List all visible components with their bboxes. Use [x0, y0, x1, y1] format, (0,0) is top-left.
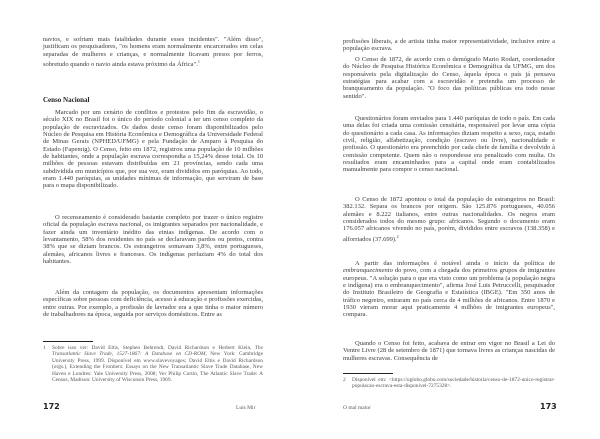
footnote-title: The Transatlantic Slave Trade, 1527-1867: A Database on CD-ROM: [52, 345, 263, 358]
running-head: Luis Mir: [236, 405, 256, 411]
paragraph: Marcado por um cenário de conflitos e protestos pelo fim da escravidão, o século XIX no Brasil foi o único do período colonial a ter um censo completo da população de escravizados. Os dados deste censo foram disponibilizados pelo Núcleo de Pesquisa em História Econômica e Demográfica da Universidade Federal de Minas Gerais (NPHED/UFMG) e pela Fundação de Amparo à Pesquisa do Estado (Fapemig). O Censo, feito em 1872, registrou uma população de 10 milhões de habitantes, onde a população escrava correspondia a 15,24% desse total. Os 10 milhões de pessoas estavam distribuídas em 21 províncias, sendo cada uma subdividida em municípios que, por sua vez, eram divididos em paróquias. Ao todo, eram 1.440 paróquias, as unidades mínimas de informação, que serviram de base para o mapa disponibilizado.: [43, 109, 263, 190]
footnote: [43, 345, 263, 384]
paragraph: O Censo de 1872, de acordo com o demógrafo Mario Rodart, coordenador do Núcleo de Pesquisa Histórica Econômica e Demográfica da UFMG, um dos responsáveis pela digitalização do Censo, àquela época o país já pensava estratégias para acabar com a escravidão e pretendia um processo de branqueamento da população. "O foco das políticas públicas era todo nesse sentido".: [343, 56, 555, 100]
footnote-number: 2: [343, 377, 346, 383]
paragraph: Questionários foram enviados para 1.440 paróquias de todo o país. Em cada uma delas foi criada uma comissão censitária, responsável por levar uma cópia do questionário a cada casa. As informações diziam respeito a sexo, raça, estado civil, religião, alfabetização, condição (escravo ou livre), nacionalidade e profissão. O questionário era preenchido por cada chefe de família e devolvido à comissão competente. Quem não o respondesse era penalizado com multa. Os resultados eram encaminhados para a capital onde eram contabilizados manualmente para compor o censo nacional.: [343, 115, 555, 174]
footnote-text: , New York: Cambridge University Press, 1999. Disponível em www.slavevoyages; David Eltis e David Richardson (orgs.), Extending the Frontiers: Essays on the New Transatlantic Slave Trade Database, New Haven e Londres: Yale University Press, 2008; Ver Philip Curtin, The Atlantic Slave Trade: A Census, Madison: University of Wisconsin Press, 1969.: [52, 351, 263, 384]
footnote-ref: 1: [197, 59, 200, 65]
page-number: 172: [43, 402, 60, 411]
footnote-text: Disponível em: <https://oglobo.globo.com/sociedade/historia/censo-de-1872-unico-registrar-populacao-escrava-esta-disponivel-7275328>.: [352, 377, 555, 390]
paragraph: profissões liberais, a de artista tinha maior representatividade, inclusive entre a população escrava.: [343, 38, 555, 53]
intro-paragraph: [43, 36, 263, 69]
footnote-ref: 2: [396, 233, 399, 239]
paragraph-text: O Censo de 1872 apontou o total da população de estrangeiros no Brasil: 382.132. Separa os brancos por origem. São 125.876 portugueses, 40.056 alemães e 8.222 italianos, entre outras nacionalidades. Os negros eram considerados todos do mesmo grupo: africanos. Segundo o documento eram 176.057 africanos vivendo no país, porém, divididos entre escravos (138.358) e alforriados (37.699).: [343, 196, 555, 243]
section-heading: Censo Nacional: [43, 96, 90, 104]
running-head: O mal maior: [343, 405, 371, 411]
footnote-divider: [343, 373, 393, 374]
footnote-divider: [43, 341, 93, 342]
paragraph-text: do povo, com a chegada dos primeiros grupos de imigrantes europeus. "A solução para o que era visto como um problema (a população negra e indígena) era o embranquecimento", afirma José Luis Petruccelli, pesquisador do Instituto Brasileiro de Geografia e Estatística (IBGE). "Em 350 anos de tráfico negreiro, entraram no país cerca de 4 milhões de africanos. Entre 1870 e 1930 vieram morar aqui praticamente 4 milhões de imigrantes europeus", compara.: [343, 267, 555, 319]
footnote-number: 1: [43, 345, 46, 351]
paragraph: [343, 196, 555, 243]
emphasis: embranquecimento: [343, 267, 393, 275]
paragraph: [343, 260, 555, 319]
paragraph: Quando o Censo foi feito, acabava de entrar em vigor no Brasil a Lei do Ventre Livre (28 de setembro de 1871) que tornava livres as crianças nascidas de mulheres escravas. Consequência de: [343, 340, 555, 362]
paragraph: O recenseamento é considerado bastante completo por trazer o único registro oficial da população escrava nacional, os imigrantes separados por nacionalidade, e fazer ainda um inventário inédito das etnias indígenas. De acordo com o levantamento, 58% dos residentes no país se declaravam pardos ou pretos, contra 38% que se diziam brancos. Os estrangeiros somavam 3,8%, entre portugueses, alemães, africanos livres e franceses. Os indígenas perfaziam 4% do total dos habitantes.: [43, 214, 263, 266]
intro-text: navios, e sofriam mais fatalidades durante esses incidentes". "Além disso", justificam os pesquisadores, "os homens eram normalmente encarcerados em celas separadas de mulheres e crianças, e normalmente ficavam presos por ferros, sobretudo quando o navio ainda estava próximo da África".: [43, 36, 263, 69]
right-page: [300, 0, 600, 439]
paragraph-text: A partir das informações é notável ainda o início da política de: [355, 260, 555, 267]
page-number: 173: [540, 402, 557, 411]
paragraph: Além da contagem da população, os documentos apresentam informações específicas sobre pessoas com deficiência, acesso à educação e profissões exercidas, entre outras. Por exemplo, a profissão de lavrador era a que tinha o maior número de trabalhadores na época, seguida por serviços domésticos. Entre as: [43, 289, 263, 319]
footnote-text: Sobre isso ver: David Eltis, Stephen Behrendt, David Richardson e Herbert Klein,: [52, 345, 255, 351]
footnote: [343, 377, 555, 390]
